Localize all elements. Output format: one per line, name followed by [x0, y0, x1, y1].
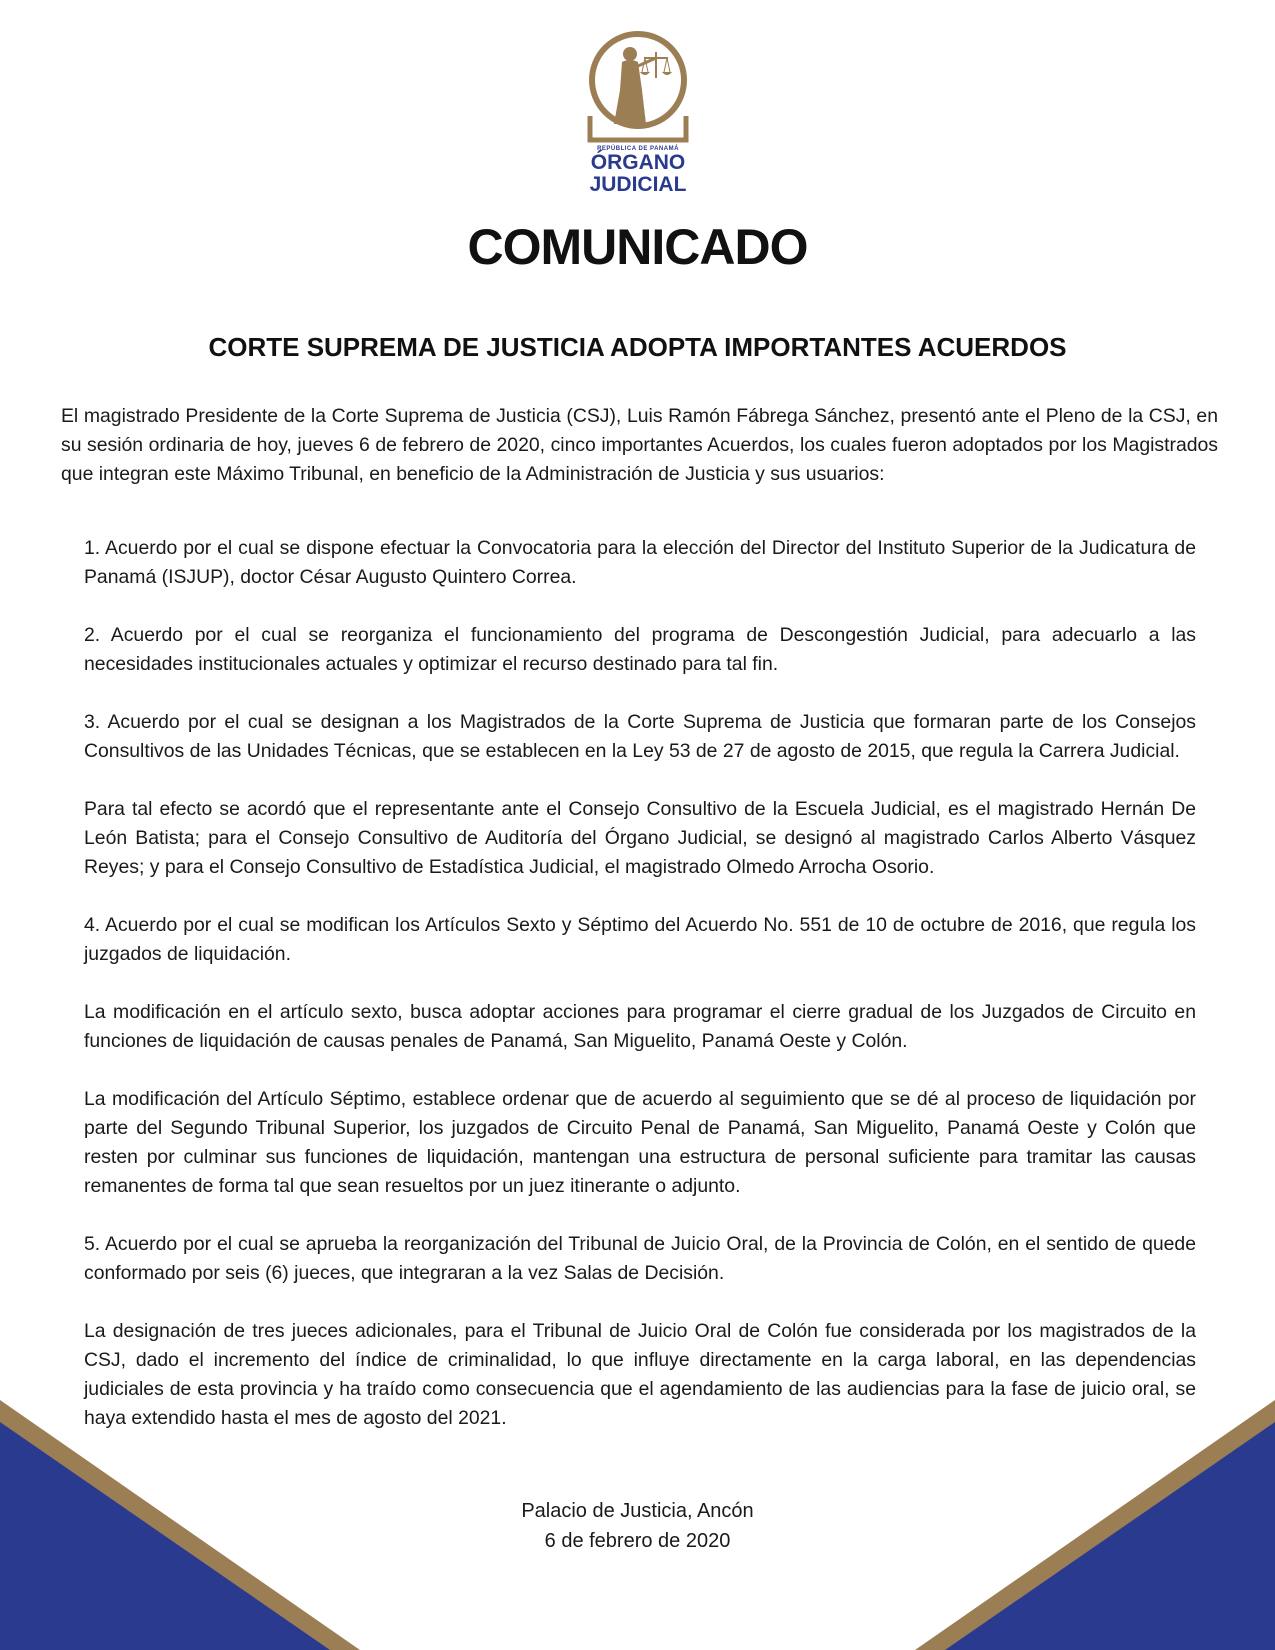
paragraph-agreement-3: 3. Acuerdo por el cual se designan a los Magistrados de la Corte Suprema de Justicia que formaran parte de los Consejos Consultivos de las Unidades Técnicas, que se establecen en la Ley 53 de 27 de agosto de 2015, que regula la Carrera Judicial.	[84, 711, 1196, 762]
paragraph-agreement-4-septimo: La modificación del Artículo Séptimo, establece ordenar que de acuerdo al seguimiento que se dé al proceso de liquidación por parte del Segundo Tribunal Superior, los juzgados de Circuito Penal de Panamá, San Miguelito, Panamá Oeste y Colón que resten por culminar sus funciones de liquidación, mantengan una estructura de personal suficiente para tramitar las causas remanentes de forma tal que sean resueltos por un juez itinerante o adjunto.	[84, 1088, 1196, 1197]
organo-judicial-logo	[582, 28, 694, 196]
document-title: COMUNICADO	[467, 219, 808, 275]
logo-country: REPÚBLICA DE PANAMÁ	[597, 146, 679, 152]
paragraph-agreement-4: 4. Acuerdo por el cual se modifican los Artículos Sexto y Séptimo del Acuerdo No. 551 de 10 de octubre de 2016, que regula los juzgados de liquidación.	[84, 914, 1196, 965]
paragraph-agreement-2: 2. Acuerdo por el cual se reorganiza el funcionamiento del programa de Descongestión Judicial, para adecuarlo a las necesidades institucionales actuales y optimizar el recurso destinado para tal fin.	[84, 624, 1196, 675]
logo-name-line2: JUDICIAL	[589, 173, 687, 196]
document-body	[84, 534, 1196, 1462]
footer-place: Palacio de Justicia, Ancón	[521, 1500, 754, 1522]
paragraph-agreement-5: 5. Acuerdo por el cual se aprueba la reorganización del Tribunal de Juicio Oral, de la Provincia de Colón, en el sentido de quede conformado por seis (6) jueces, que integraran a la vez Salas de Decisión.	[84, 1233, 1196, 1284]
intro-paragraph: El magistrado Presidente de la Corte Suprema de Justicia (CSJ), Luis Ramón Fábrega Sánchez, presentó ante el Pleno de la CSJ, en su sesión ordinaria de hoy, jueves 6 de febrero de 2020, cinco importantes Acuerdos, los cuales fueron adoptados por los Magistrados que integran este Máximo Tribunal, en beneficio de la Administración de Justicia y sus usuarios:	[61, 405, 1218, 485]
justice-emblem-icon	[582, 28, 694, 146]
document-subtitle: CORTE SUPREMA DE JUSTICIA ADOPTA IMPORTANTES ACUERDOS	[208, 332, 1067, 362]
paragraph-agreement-5-detail: La designación de tres jueces adicionales, para el Tribunal de Juicio Oral de Colón fue considerada por los magistrados de la CSJ, dado el incremento del índice de criminalidad, lo que influye directamente en la carga laboral, en las dependencias judiciales de esta provincia y ha traído como consecuencia que el agendamiento de las audiencias para la fase de juicio oral, se haya extendido hasta el mes de agosto del 2021.	[84, 1320, 1196, 1429]
paragraph-agreement-4-sexto: La modificación en el artículo sexto, busca adoptar acciones para programar el cierre gradual de los Juzgados de Circuito en funciones de liquidación de causas penales de Panamá, San Miguelito, Panamá Oeste y Colón.	[84, 1001, 1196, 1052]
signature-block	[0, 1496, 1275, 1556]
footer-date: 6 de febrero de 2020	[544, 1530, 731, 1552]
paragraph-agreement-1: 1. Acuerdo por el cual se dispone efectuar la Convocatoria para la elección del Director del Instituto Superior de la Judicatura de Panamá (ISJUP), doctor César Augusto Quintero Correa.	[84, 537, 1196, 588]
logo-name-line1: ÓRGANO	[590, 151, 686, 174]
paragraph-agreement-3-detail: Para tal efecto se acordó que el representante ante el Consejo Consultivo de la Escuela Judicial, es el magistrado Hernán De León Batista; para el Consejo Consultivo de Auditoría del Órgano Judicial, se designó al magistrado Carlos Alberto Vásquez Reyes; y para el Consejo Consultivo de Estadística Judicial, el magistrado Olmedo Arrocha Osorio.	[84, 798, 1196, 878]
